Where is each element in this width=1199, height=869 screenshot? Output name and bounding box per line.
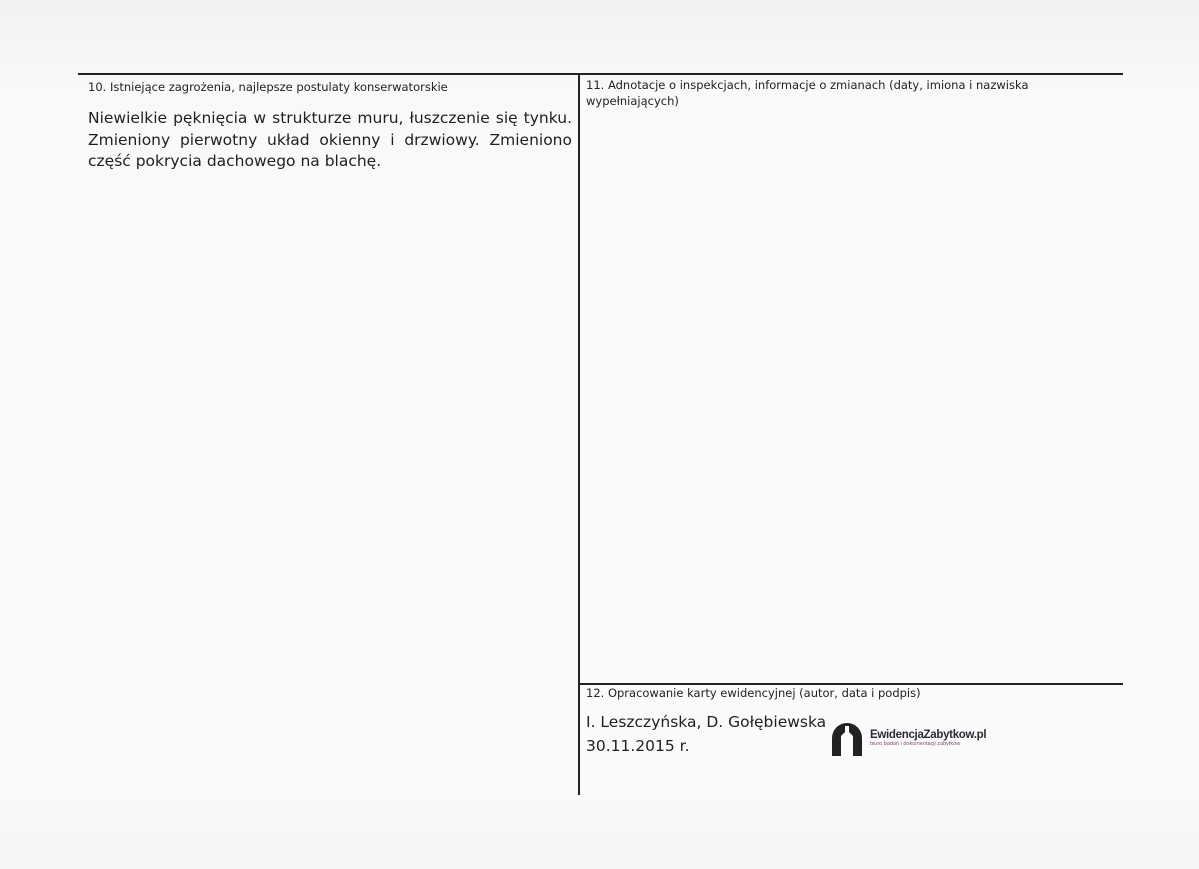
top-rule	[78, 73, 1123, 75]
column-divider	[578, 73, 580, 795]
logo-subtitle: biuro badań i dokumentacji zabytków	[870, 741, 961, 747]
section-12-date: 30.11.2015 r.	[586, 737, 690, 755]
company-logo	[830, 720, 986, 756]
section-10-title: 10. Istniejące zagrożenia, najlepsze postulaty konserwatorskie	[88, 80, 448, 94]
section-12-title: 12. Opracowanie karty ewidencyjnej (autor, data i podpis)	[586, 686, 921, 700]
logo-title: EwidencjaZabytkow.pl	[870, 729, 987, 741]
tower-logo-icon	[830, 720, 864, 756]
section-12-authors: I. Leszczyńska, D. Gołębiewska	[586, 713, 827, 731]
section-10-text: Niewielkie pęknięcia w strukturze muru, łuszczenie się tynku. Zmieniony pierwotny układ okienny i drzwiowy. Zmieniono część pokrycia dachowego na blachę.	[88, 109, 572, 170]
section-11-title: 11. Adnotacje o inspekcjach, informacje o zmianach (daty, imiona i nazwiska wypełniających)	[586, 78, 1029, 108]
